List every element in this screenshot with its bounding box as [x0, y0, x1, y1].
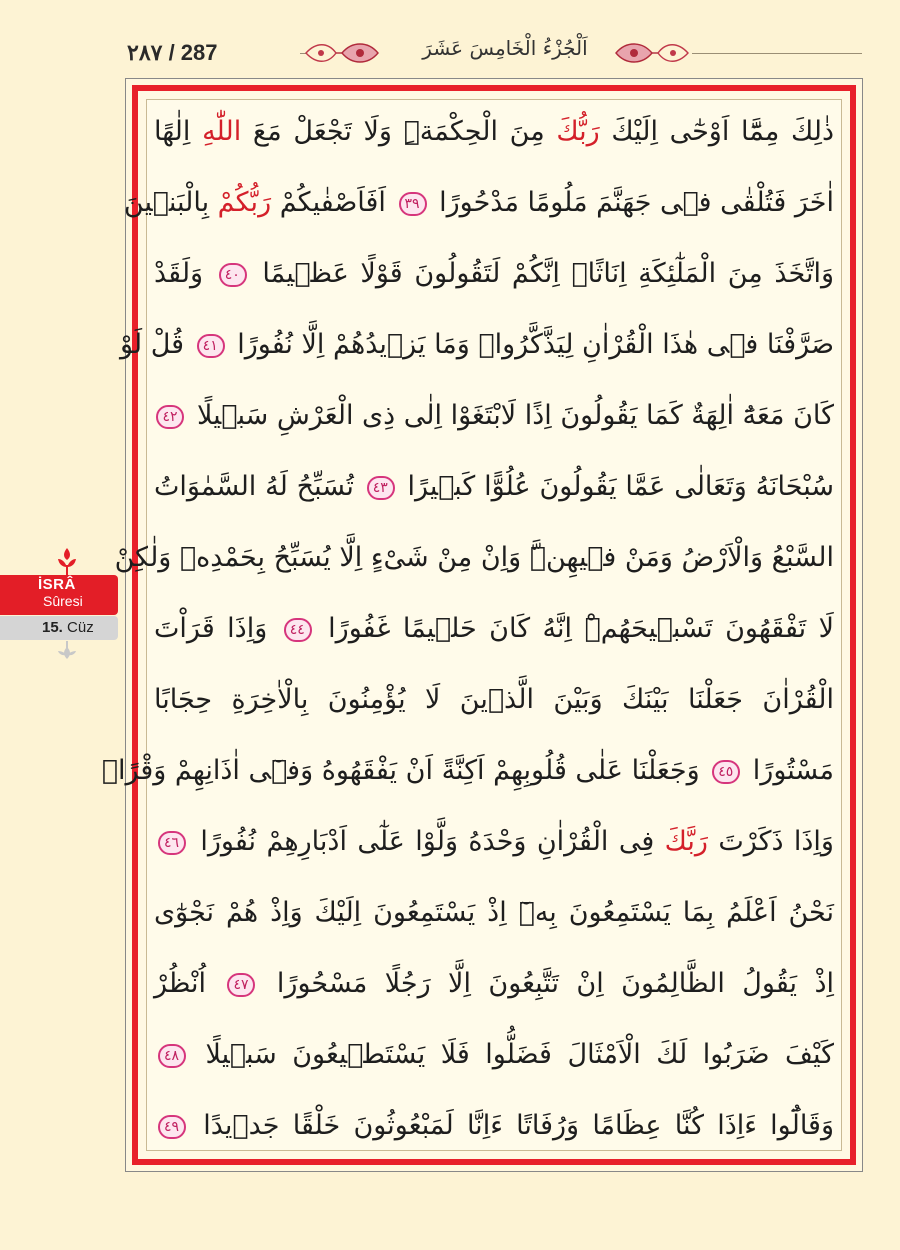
verse-text: مَسْتُورًا	[744, 755, 834, 786]
ornament-right-icon	[612, 40, 692, 66]
verse-text: وَاِذَا ذَكَرْتَ	[707, 826, 834, 857]
surah-name: İSRÂ	[38, 576, 76, 593]
verse-text: مِنَ الْحِكْمَةِۜ وَلَا تَجْعَلْ مَعَ	[241, 116, 557, 147]
verse-text: كَانَ مَعَهُٓ اٰلِهَةٌ كَمَا يَقُولُونَ اِذًا لَابْتَغَوْا اِلٰى ذِى الْعَرْشِ سَبٖيلًا	[188, 400, 834, 431]
surah-label: Sûresi	[43, 593, 83, 609]
verse-number-marker: ٤٤	[284, 618, 312, 642]
header-rule-right	[692, 53, 862, 54]
verse-text: اِذْ يَقُولُ الظَّالِمُونَ اِنْ تَتَّبِعُونَ اِلَّا رَجُلًا مَسْحُورًا	[259, 968, 834, 999]
verse-number-marker: ٤٩	[158, 1115, 186, 1139]
verse-number-marker: ٤١	[197, 334, 225, 358]
juz-label	[42, 619, 94, 636]
verse-text: الْقُرْاٰنَ جَعَلْنَا بَيْنَكَ وَبَيْنَ الَّذٖينَ لَا يُؤْمِنُونَ بِالْاٰخِرَةِ حِجَابًا	[154, 684, 834, 715]
juz-number: 15.	[42, 619, 63, 636]
verse-text: فِى الْقُرْاٰنِ وَحْدَهُ وَلَّوْا عَلٰٓى اَدْبَارِهِمْ نُفُورًا	[190, 826, 665, 857]
verse-line	[146, 388, 842, 459]
verse-line	[146, 672, 842, 743]
verse-text: اَفَاَصْفٰيكُمْ	[271, 187, 395, 218]
verse-text: ذٰلِكَ مِمَّٓا اَوْحٰٓى اِلَيْكَ	[599, 116, 834, 147]
verse-number-marker: ٤٥	[712, 760, 740, 784]
juz-title: اَلْجُزْءُ الْخَامِسَ عَشَرَ	[422, 36, 588, 60]
verse-text: وَجَعَلْنَا عَلٰى قُلُوبِهِمْ اَكِنَّةً اَنْ يَفْقَهُوهُ وَفٖٓى اٰذَانِهِمْ وَقْرًاۜ	[101, 755, 709, 786]
verse-number-marker: ٤٦	[158, 831, 186, 855]
highlighted-word: اللّٰهِ	[202, 116, 242, 147]
verse-number-marker: ٤٣	[367, 476, 395, 500]
verse-line	[146, 1027, 842, 1098]
verse-line	[146, 814, 842, 885]
highlighted-word: رَبَّكَ	[664, 826, 708, 857]
verse-number-marker: ٤٢	[156, 405, 184, 429]
fleur-ornament-icon	[56, 547, 78, 575]
verse-line	[146, 956, 842, 1027]
verse-text: صَرَّفْنَا فٖى هٰذَا الْقُرْاٰنِ لِيَذَّكَّرُواۜ وَمَا يَزٖيدُهُمْ اِلَّا نُفُورًا	[228, 329, 834, 360]
verse-text: اِلٰهًا	[154, 116, 203, 147]
verse-line	[146, 885, 842, 956]
verse-text: اُنْظُرْ	[154, 968, 224, 999]
verse-text: وَاِذَا قَرَاْتَ	[154, 613, 280, 644]
verse-text: وَقَالُٓوا ءَاِذَا كُنَّا عِظَامًا وَرُفَاتًا ءَاِنَّا لَمَبْعُوثُونَ خَلْقًا جَدٖيدًا	[190, 1110, 834, 1141]
verse-line	[123, 175, 842, 246]
verse-text: اٰخَرَ فَتُلْقٰى فٖى جَهَنَّمَ مَلُومًا مَدْحُورًا	[430, 187, 834, 218]
verse-number-marker: ٤٠	[219, 263, 247, 287]
verse-line	[146, 104, 842, 175]
fleur-bottom-icon	[56, 641, 78, 663]
verse-number-marker: ٣٩	[399, 192, 427, 216]
verse-line	[114, 530, 842, 601]
verse-text: لَا تَفْقَهُونَ تَسْبٖيحَهُمْۜ اِنَّهُ كَانَ حَلٖيمًا غَفُورًا	[315, 613, 834, 644]
highlighted-word: رَبُّكَ	[556, 116, 600, 147]
verse-number-marker: ٤٨	[158, 1044, 186, 1068]
verse-text: سُبْحَانَهُ وَتَعَالٰى عَمَّا يَقُولُونَ عُلُوًّا كَبٖيرًا	[398, 471, 834, 502]
verse-line	[119, 317, 842, 388]
page-header	[0, 0, 900, 80]
verse-text: بِالْبَنٖينَ	[123, 187, 218, 218]
verse-text: قُلْ لَوْ	[119, 329, 193, 360]
verse-text: تُسَبِّحُ لَهُ السَّمٰوَاتُ	[154, 471, 363, 502]
verse-line	[146, 1098, 842, 1169]
verse-text: السَّبْعُ وَالْاَرْضُ وَمَنْ فٖيهِنَّۜ وَاِنْ مِنْ شَیْءٍ اِلَّا يُسَبِّحُ بِحَمْدِهٖ وَلٰكِنْ	[114, 542, 834, 573]
verse-text: نَحْنُ اَعْلَمُ بِمَا يَسْتَمِعُونَ بِهٖٓ اِذْ يَسْتَمِعُونَ اِلَيْكَ وَاِذْ هُمْ نَجْوٰٓى	[154, 897, 834, 928]
verse-text: وَاتَّخَذَ مِنَ الْمَلٰٓئِكَةِ اِنَاثًاۜ اِنَّكُمْ لَتَقُولُونَ قَوْلًا عَظٖيمًا	[250, 258, 835, 289]
ornament-left-icon	[302, 40, 382, 66]
verse-line	[146, 246, 842, 317]
highlighted-word: رَبُّكُمْ	[217, 187, 272, 218]
verse-line	[146, 459, 842, 530]
verse-number-marker: ٤٧	[227, 973, 255, 997]
verse-line	[146, 601, 842, 672]
juz-word: Cüz	[67, 619, 94, 636]
surah-side-tab	[0, 545, 125, 655]
verse-text: كَيْفَ ضَرَبُوا لَكَ الْاَمْثَالَ فَضَلُّوا فَلَا يَسْتَطٖيعُونَ سَبٖيلًا	[190, 1039, 834, 1070]
verse-text-block	[101, 104, 842, 1169]
verse-text: وَلَقَدْ	[154, 258, 215, 289]
verse-line	[101, 743, 842, 814]
page-number: ٢٨٧ / 287	[127, 40, 218, 65]
